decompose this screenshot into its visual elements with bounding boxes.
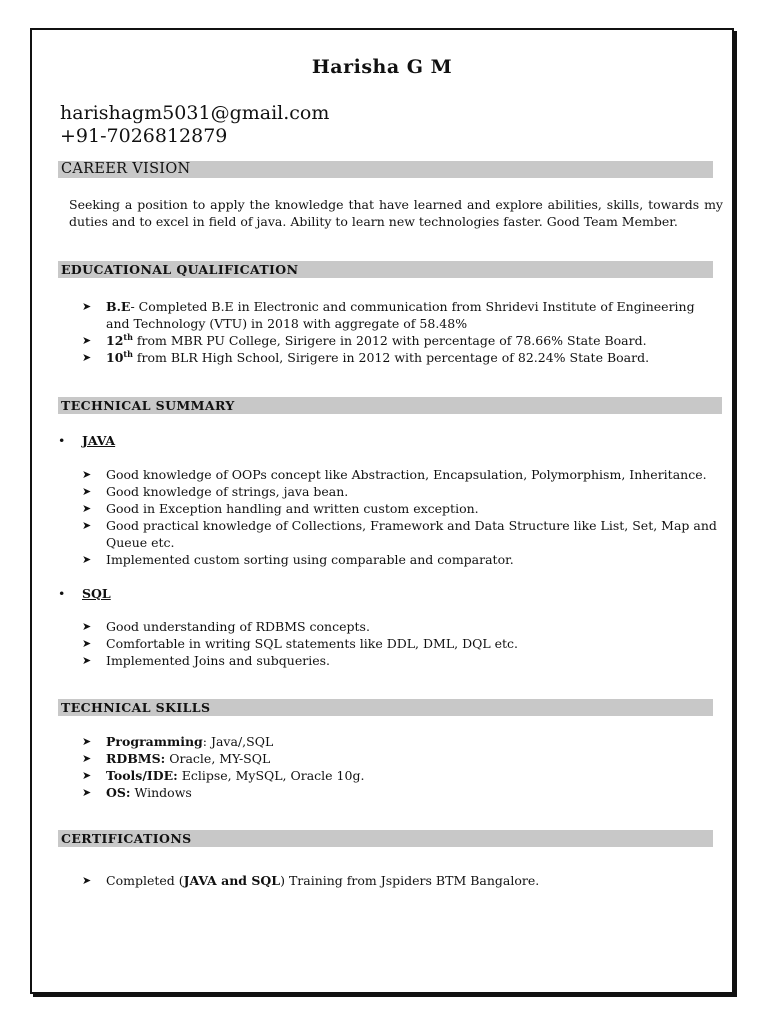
- section-heading-certifications: CERTIFICATIONS: [58, 830, 713, 847]
- java-label: JAVA: [82, 433, 116, 448]
- arrow-bullet-icon: ➤: [82, 485, 92, 498]
- section-heading-career-vision: CAREER VISION: [58, 161, 713, 178]
- list-item: [82, 466, 722, 483]
- arrow-bullet-icon: ➤: [82, 502, 92, 515]
- certifications-list: [82, 872, 722, 889]
- list-item: [82, 635, 722, 652]
- java-item-text: Good practical knowledge of Collections, Framework and Data Structure like List, Set, Map and Queue etc.: [106, 518, 717, 550]
- skill-text: : Java/,SQL: [202, 734, 274, 749]
- list-item: [82, 750, 722, 767]
- career-vision-text: Seeking a position to apply the knowledge that have learned and explore abilities, skills, towards my duties and to excel in field of java. Ability to learn new technologies faster. Good Team Member.: [69, 197, 723, 229]
- java-item-text: Good knowledge of strings, java bean.: [106, 484, 349, 499]
- education-sup: th: [123, 331, 133, 342]
- list-item: [82, 767, 722, 784]
- list-item: [82, 349, 722, 366]
- arrow-bullet-icon: ➤: [82, 654, 92, 667]
- education-text: from BLR High School, Sirigere in 2012 with percentage of 82.24% State Board.: [132, 350, 650, 365]
- skill-label: Tools/IDE:: [106, 768, 178, 783]
- list-item: [82, 872, 722, 889]
- java-list: [82, 466, 722, 568]
- sql-subheading: [58, 585, 111, 602]
- list-item: [82, 332, 722, 349]
- education-label: 10: [106, 350, 124, 365]
- java-item-text: Implemented custom sorting using comparable and comparator.: [106, 552, 514, 567]
- candidate-name: Harisha G M: [311, 56, 453, 78]
- arrow-bullet-icon: ➤: [82, 620, 92, 633]
- list-item: [82, 551, 722, 568]
- sql-label: SQL: [82, 586, 111, 601]
- arrow-bullet-icon: ➤: [82, 351, 92, 364]
- education-label: B.E: [106, 299, 131, 314]
- list-item: [82, 517, 722, 551]
- education-text: from MBR PU College, Sirigere in 2012 with percentage of 78.66% State Board.: [132, 333, 647, 348]
- java-item-text: Good in Exception handling and written custom exception.: [106, 501, 479, 516]
- list-item: [82, 784, 722, 801]
- list-item: [82, 652, 722, 669]
- list-item: [82, 483, 722, 500]
- section-heading-education: EDUCATIONAL QUALIFICATION: [58, 261, 713, 278]
- arrow-bullet-icon: ➤: [82, 334, 92, 347]
- skill-text: Eclipse, MySQL, Oracle 10g.: [177, 768, 365, 783]
- phone-text: +91-7026812879: [60, 125, 228, 147]
- skill-text: Oracle, MY-SQL: [165, 751, 271, 766]
- section-heading-technical-summary: TECHNICAL SUMMARY: [58, 397, 722, 414]
- list-item: [82, 618, 722, 635]
- arrow-bullet-icon: ➤: [82, 769, 92, 782]
- email-text: harishagm5031@gmail.com: [60, 102, 330, 124]
- sql-item-text: Implemented Joins and subqueries.: [106, 653, 331, 668]
- education-sup: th: [123, 348, 133, 359]
- resume-page: [30, 28, 734, 994]
- education-label: 12: [106, 333, 124, 348]
- certification-bold: JAVA and SQL: [183, 873, 281, 888]
- list-item: [82, 298, 722, 332]
- skill-label: OS:: [106, 785, 131, 800]
- arrow-bullet-icon: ➤: [82, 468, 92, 481]
- arrow-bullet-icon: ➤: [82, 637, 92, 650]
- arrow-bullet-icon: ➤: [82, 752, 92, 765]
- section-heading-technical-skills: TECHNICAL SKILLS: [58, 699, 713, 716]
- education-text: - Completed B.E in Electronic and communication from Shridevi Institute of Engineering and Technology (VTU) in 2018 with aggregate of 58.48%: [106, 299, 695, 331]
- skill-label: Programming: [106, 734, 203, 749]
- list-item: [82, 733, 722, 750]
- sql-list: [82, 618, 722, 669]
- skills-list: [82, 733, 722, 801]
- arrow-bullet-icon: ➤: [82, 519, 92, 532]
- arrow-bullet-icon: ➤: [82, 874, 92, 887]
- education-list: [82, 298, 722, 366]
- arrow-bullet-icon: ➤: [82, 300, 92, 313]
- arrow-bullet-icon: ➤: [82, 735, 92, 748]
- skill-label: RDBMS:: [106, 751, 166, 766]
- java-item-text: Good knowledge of OOPs concept like Abstraction, Encapsulation, Polymorphism, Inheritance.: [106, 467, 707, 482]
- certification-text: Completed (: [106, 873, 184, 888]
- list-item: [82, 500, 722, 517]
- disc-bullet-icon: •: [58, 586, 66, 601]
- java-subheading: [58, 432, 115, 449]
- arrow-bullet-icon: ➤: [82, 553, 92, 566]
- sql-item-text: Good understanding of RDBMS concepts.: [106, 619, 370, 634]
- disc-bullet-icon: •: [58, 433, 66, 448]
- arrow-bullet-icon: ➤: [82, 786, 92, 799]
- skill-text: Windows: [130, 785, 192, 800]
- certification-text: ) Training from Jspiders BTM Bangalore.: [280, 873, 540, 888]
- sql-item-text: Comfortable in writing SQL statements like DDL, DML, DQL etc.: [106, 636, 519, 651]
